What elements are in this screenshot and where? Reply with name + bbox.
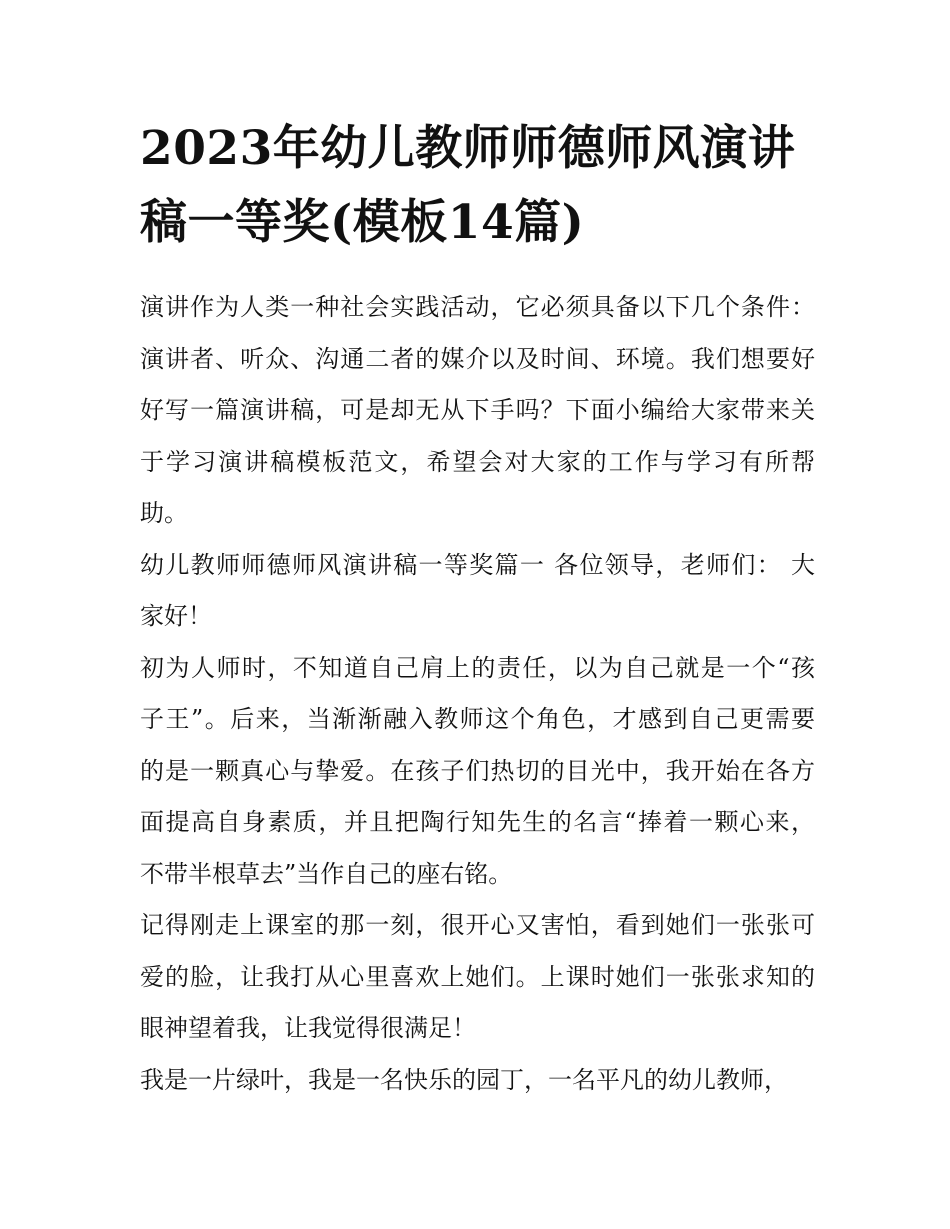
text-line: 我是一片绿叶，我是一名快乐的园丁，一名平凡的幼儿教师， (140, 1065, 788, 1094)
text-line: 初为人师时，不知道自己肩上的责任，以为自己就是一个“孩 (140, 653, 815, 682)
text-line: 爱的脸，让我打从心里喜欢上她们。上课时她们一张张求知的 (140, 962, 815, 991)
text-line: 助。 (140, 499, 188, 527)
text-line: 不带半根草去”当作自己的座右铭。 (140, 859, 513, 888)
paragraph-classroom-memory (140, 900, 815, 1055)
text-line: 面提高自身素质，并且把陶行知先生的名言“捧着一颗心来， (140, 808, 815, 836)
text-line: 记得刚走上课室的那一刻，很开心又害怕，看到她们一张张可 (140, 911, 815, 939)
document-page (140, 112, 815, 1106)
title-line-2: 稿一等奖(模板14篇) (140, 195, 585, 250)
text-line: 演讲者、听众、沟通二者的媒介以及时间、环境。我们想要好 (140, 344, 815, 373)
paragraph-green-leaf (140, 1055, 815, 1107)
paragraph-intro (140, 282, 815, 540)
text-line: 家好！ (140, 602, 212, 630)
paragraph-greeting (140, 540, 815, 643)
text-line: 演讲作为人类一种社会实践活动，它必须具备以下几个条件： (140, 293, 815, 321)
text-line: 于学习演讲稿模板范文，希望会对大家的工作与学习有所帮 (140, 447, 815, 476)
text-line: 好写一篇演讲稿，可是却无从下手吗？下面小编给大家带来关 (140, 396, 815, 424)
text-line: 的是一颗真心与挚爱。在孩子们热切的目光中，我开始在各方 (140, 756, 815, 785)
document-title (140, 112, 815, 260)
text-line: 子王”。后来，当渐渐融入教师这个角色，才感到自己更需要 (140, 705, 815, 733)
text-line: 幼儿教师师德师风演讲稿一等奖篇一 各位领导，老师们： 大 (140, 550, 815, 579)
text-line: 眼神望着我，让我觉得很满足！ (140, 1014, 476, 1042)
title-line-1: 2023年幼儿教师师德师风演讲 (140, 121, 796, 176)
paragraph-first-teaching (140, 643, 815, 901)
